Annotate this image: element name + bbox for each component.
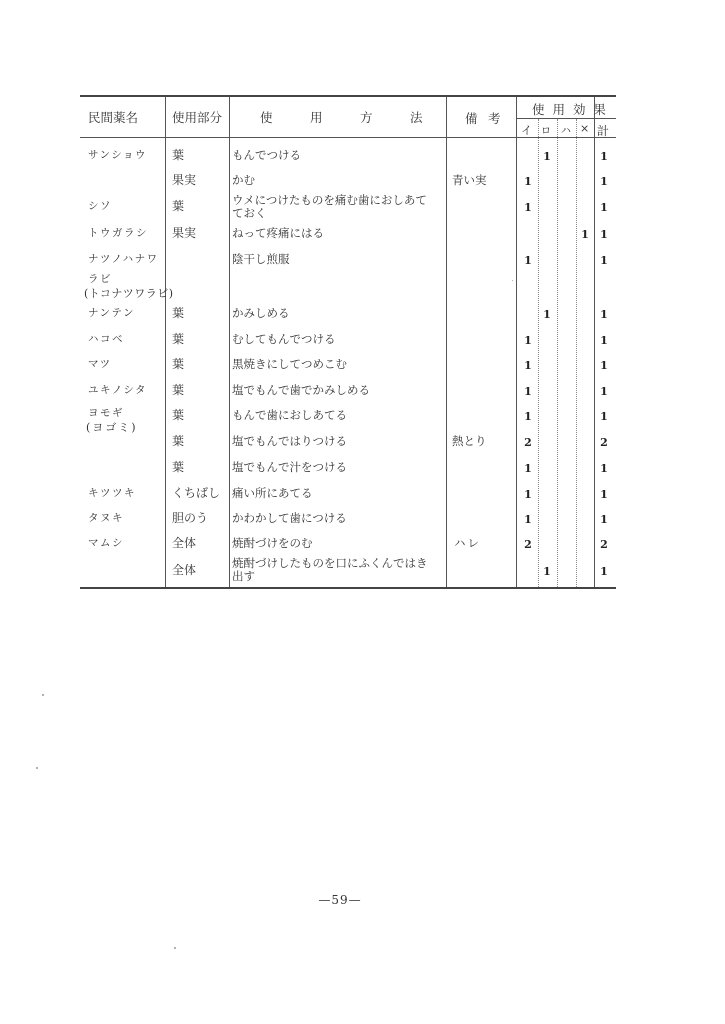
row-effect-x: 1 [581,228,589,241]
row-note: 青い実 [452,173,487,187]
row-usage: 塩でもんで歯でかみしめる [232,383,370,397]
row-usage-cont: ておく [232,206,267,220]
row-usage: 黒焼きにしてつめこむ [232,357,347,371]
header-effect-i: イ [521,124,532,137]
row-effect-total: 1 [600,308,608,321]
row-effect-total: 1 [600,462,608,475]
row-name: ナンテン [88,307,135,319]
row-part: 果実 [172,173,197,187]
row-name: マムシ [88,537,124,549]
col-divider [594,97,595,587]
row-usage: もんでつける [232,148,301,162]
row-part: 葉 [172,434,185,448]
row-effect-i: 1 [524,175,532,188]
row-effect-total: 2 [600,436,608,449]
row-usage: 焼酎づけしたものを口にふくんではき [232,556,428,570]
row-effect-total: 1 [600,410,608,423]
row-part: 葉 [172,148,185,162]
row-effect-ro: 1 [543,308,551,321]
row-effect-ro: 1 [543,565,551,578]
row-part: 葉 [172,306,185,320]
row-usage-cont: 出す [232,569,255,583]
header-method-1: 使 [260,110,273,125]
row-name: シソ [88,200,112,212]
header-method-3: 方 [360,110,373,125]
row-usage: 陰干し煎服 [232,252,290,266]
row-effect-i: 1 [524,488,532,501]
row-effect-i: 1 [524,462,532,475]
row-name-cont: (トコナツワラビ) [84,287,174,300]
row-name: マツ [88,358,112,370]
header-note-1: 備 [465,111,478,126]
row-effect-total: 1 [600,228,608,241]
row-part: 葉 [172,460,185,474]
row-effect-i: 1 [524,254,532,267]
row-effect-i: 1 [524,359,532,372]
row-name: キツツキ [88,487,136,499]
row-usage: かわかして歯につける [232,511,347,525]
col-divider [165,97,166,587]
row-part: 葉 [172,199,185,213]
row-effect-i: 1 [524,385,532,398]
row-name: ナツノハナワ [88,253,159,265]
header-effect-x: × [580,122,590,135]
row-usage: 塩でもんで汁をつける [232,460,347,474]
header-note-2: 考 [488,111,501,126]
row-effect-total: 1 [600,150,608,163]
row-part: 果実 [172,226,197,240]
row-part: 葉 [172,408,185,422]
scan-speck [174,947,176,949]
header-effect-total: 計 [597,124,610,138]
effect-dotted-divider [538,119,539,587]
row-usage: 塩でもんではりつける [232,434,347,448]
row-part: 葉 [172,357,185,371]
effect-dotted-divider [576,119,577,587]
row-effect-total: 1 [600,385,608,398]
col-divider [229,97,230,587]
header-part: 使用部分 [172,110,223,125]
row-usage: かむ [232,173,255,187]
header-method-4: 法 [410,110,423,125]
row-effect-i: 1 [524,513,532,526]
row-effect-total: 1 [600,334,608,347]
row-name: サンショウ [88,149,148,161]
row-usage: 焼酎づけをのむ [232,536,313,550]
row-usage: ねって疼痛にはる [232,226,324,240]
row-name: ヨモギ [88,407,124,419]
row-effect-total: 1 [600,359,608,372]
page-number: —59— [318,893,362,907]
row-effect-i: 2 [524,436,532,449]
row-part: 全体 [172,563,197,577]
row-effect-ro: 1 [543,150,551,163]
row-usage: ウメにつけたものを痛む歯におしあて [232,193,427,207]
header-effect: 使 用 効 果 [532,102,608,117]
row-effect-i: 1 [524,334,532,347]
row-usage: むしてもんでつける [232,332,336,346]
scan-speck [42,694,44,696]
effect-subheader-rule [516,118,616,119]
row-note: 熱とり [452,434,487,448]
row-effect-i: 1 [524,410,532,423]
row-name: ハコベ [88,333,124,345]
row-name: ラビ [88,273,112,285]
header-effect-ha: ハ [561,126,571,137]
row-effect-total: 2 [600,538,608,551]
col-divider [446,97,447,587]
effect-dotted-divider [557,119,558,587]
row-effect-i: 1 [524,201,532,214]
row-name: タヌキ [88,512,124,524]
header-name: 民間薬名 [88,110,139,125]
row-name-cont: (ヨゴミ) [86,421,138,434]
row-part: 葉 [172,383,185,397]
col-divider [516,97,517,587]
row-effect-total: 1 [600,201,608,214]
remedy-table [80,95,616,589]
header-rule [80,137,616,138]
header-method-2: 用 [310,110,323,125]
row-effect-total: 1 [600,254,608,267]
row-part: くちばし [172,486,221,500]
row-effect-total: 1 [600,513,608,526]
scan-speck [512,280,513,281]
row-effect-i: 2 [524,538,532,551]
row-note: ハレ [454,536,481,550]
scan-speck [36,767,38,769]
row-effect-total: 1 [600,175,608,188]
row-part: 葉 [172,332,185,346]
row-part: 胆のう [172,511,209,525]
row-usage: かみしめる [232,306,290,320]
row-usage: 痛い所にあてる [232,486,313,500]
row-effect-total: 1 [600,488,608,501]
row-name: ユキノシタ [88,384,147,396]
row-name: トウガラシ [88,227,148,239]
row-usage: もんで歯におしあてる [232,408,347,422]
header-effect-ro: ロ [541,126,551,137]
row-part: 全体 [172,536,197,550]
row-effect-total: 1 [600,565,608,578]
